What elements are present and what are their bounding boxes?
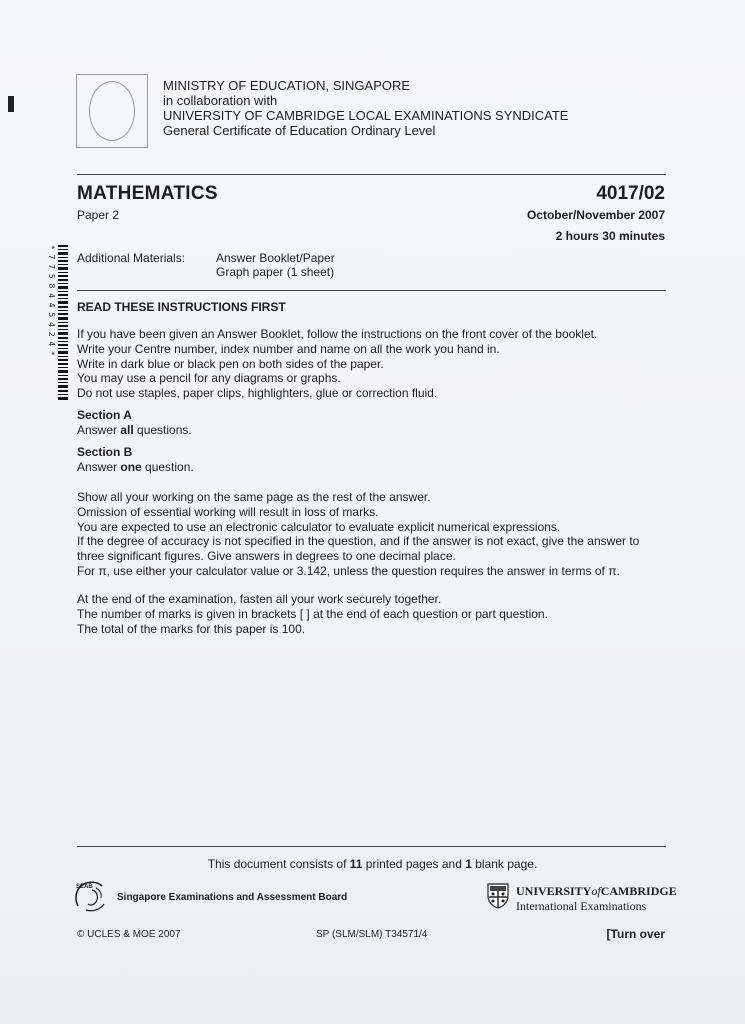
end-instructions (77, 592, 677, 636)
cambridge-cambridge: CAMBRIDGE (600, 884, 677, 898)
section-b-emphasis: one (120, 459, 142, 474)
instructions-heading: READ THESE INSTRUCTIONS FIRST (77, 300, 286, 314)
section-b-post: question. (141, 459, 194, 474)
exam-duration: 2 hours 30 minutes (555, 229, 665, 243)
seab-name: Singapore Examinations and Assessment Board (117, 892, 348, 903)
cambridge-crest-icon (487, 883, 509, 909)
ministry-line: MINISTRY OF EDUCATION, SINGAPORE (163, 78, 411, 93)
cambridge-name (516, 884, 677, 899)
divider (77, 846, 666, 847)
instruction-line: Write your Centre number, index number and name on all the work you hand in. (77, 341, 500, 356)
gce-line: General Certificate of Education Ordinary Level (163, 123, 436, 138)
copyright: © UCLES & MOE 2007 (77, 929, 181, 940)
syllabus-code: 4017/02 (596, 183, 665, 204)
o-letter-icon (89, 81, 135, 141)
additional-materials-list (216, 251, 335, 279)
note-mid: printed pages and (362, 857, 466, 871)
section-a-block (77, 408, 677, 438)
section-a-emphasis: all (120, 422, 134, 437)
working-instructions (77, 490, 669, 579)
seab-logo-text: SEAB (76, 884, 93, 890)
section-b-instruction (77, 460, 677, 475)
printed-pages-count: 11 (349, 857, 363, 871)
section-a-pre: Answer (77, 422, 121, 437)
turn-over: [Turn over (606, 927, 665, 941)
instruction-line: The number of marks is given in brackets [ ] at the end of each question or part question. (77, 606, 548, 621)
collab-line: in collaboration with (163, 93, 278, 108)
instruction-line: Show all your working on the same page as the rest of the answer. (77, 490, 431, 504)
ucles-line: UNIVERSITY OF CAMBRIDGE LOCAL EXAMINATIONS SYNDICATE (163, 108, 569, 123)
instruction-line: You may use a pencil for any diagrams or graphs. (77, 371, 341, 386)
material-item: Answer Booklet/Paper (216, 251, 335, 265)
show-through-text (120, 652, 123, 664)
subject-title: MATHEMATICS (77, 183, 218, 204)
instruction-line: Write in dark blue or black pen on both sides of the paper. (77, 356, 384, 371)
instruction-line: If you have been given an Answer Booklet, follow the instructions on the front cover of the booklet. (77, 327, 598, 341)
instruction-line: If the degree of accuracy is not specified in the question, and if the answer is not exact, give the answer to three significant figures. Give answers in degrees to one decimal place. (77, 534, 640, 564)
note-pre: This document consists of (207, 857, 350, 871)
seab-logo-icon (70, 876, 114, 916)
instruction-line: You are expected to use an electronic calculator to evaluate explicit numerical expressions. (77, 519, 561, 534)
barcode-digits (44, 245, 56, 400)
paper-number: Paper 2 (77, 208, 120, 222)
exam-session: October/November 2007 (526, 208, 665, 222)
issuer-block (163, 78, 568, 138)
document-reference: SP (SLM/SLM) T34571/4 (316, 929, 428, 940)
instruction-line: The total of the marks for this paper is 100. (77, 621, 306, 636)
section-b-title: Section B (77, 445, 133, 459)
section-a-title: Section A (77, 408, 132, 422)
o-level-logo (76, 74, 148, 148)
blank-pages-count: 1 (465, 857, 472, 871)
instruction-line: Omission of essential working will result in loss of marks. (77, 504, 379, 519)
section-a-post: questions. (133, 422, 192, 437)
note-post: blank page. (471, 857, 538, 871)
instruction-line: For π, use either your calculator value or 3.142, unless the question requires the answer in terms of π. (77, 563, 620, 578)
punch-mark (8, 96, 14, 112)
barcode (58, 245, 68, 400)
cambridge-university: UNIVERSITY (516, 884, 592, 898)
section-b-block (77, 445, 677, 475)
cambridge-of: of (591, 884, 601, 898)
barcode-number: * 7 7 5 8 4 4 5 4 2 4 * (47, 245, 56, 356)
additional-materials-label: Additional Materials: (77, 251, 186, 265)
instruction-line: At the end of the examination, fasten all your work securely together. (77, 592, 442, 606)
divider (77, 174, 666, 175)
divider (77, 290, 666, 291)
page-count-note (0, 857, 745, 871)
instruction-line: Do not use staples, paper clips, highlighters, glue or correction fluid. (77, 386, 438, 401)
cambridge-international: International Examinations (516, 899, 647, 913)
section-b-pre: Answer (77, 459, 121, 474)
section-a-instruction (77, 423, 677, 438)
general-instructions (77, 327, 677, 401)
material-item: Graph paper (1 sheet) (216, 265, 335, 279)
